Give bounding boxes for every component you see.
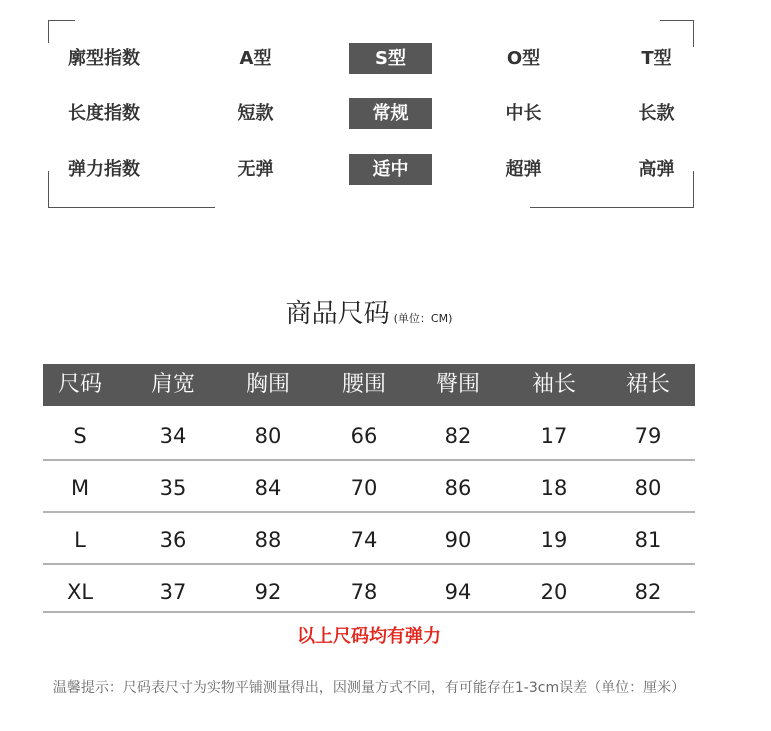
measurement-tip: 温馨提示：尺码表尺寸为实物平铺测量得出，因测量方式不同，有可能存在1-3cm误差（单位：厘米） [52, 680, 686, 696]
cell-size: S [73, 424, 87, 448]
table-row [43, 513, 695, 565]
cell-waist: 78 [350, 580, 378, 604]
cell-size: M [70, 476, 90, 500]
attribute-option: 高弹 [638, 159, 675, 180]
attribute-option: 超弹 [505, 159, 542, 180]
attribute-option: 中长 [505, 103, 542, 124]
cell-sleeve-length: 19 [540, 528, 568, 552]
attribute-option: T型 [641, 48, 672, 69]
size-chart-title [43, 296, 695, 332]
cell-size: XL [66, 580, 94, 604]
cell-shoulder-width: 36 [159, 528, 187, 552]
attribute-option: O型 [506, 48, 541, 69]
size-chart-title-text: 商品尺码 [285, 299, 390, 329]
attribute-row-stretch [0, 154, 771, 185]
cell-waist: 74 [350, 528, 378, 552]
table-header-row [43, 364, 695, 406]
attribute-option: 常规 [349, 98, 432, 129]
cell-bust: 92 [254, 580, 282, 604]
attribute-option: 无弹 [237, 159, 274, 180]
table-row [43, 461, 695, 513]
cell-sleeve-length: 18 [540, 476, 568, 500]
attribute-label: 廓型指数 [68, 48, 140, 69]
size-chart-table [43, 364, 695, 614]
cell-waist: 70 [350, 476, 378, 500]
table-row [43, 565, 695, 613]
cell-skirt-length: 79 [634, 424, 662, 448]
attribute-option: A型 [239, 48, 272, 69]
attribute-option: 短款 [237, 103, 274, 124]
cell-shoulder-width: 37 [159, 580, 187, 604]
size-chart-unit: (单位：CM) [393, 312, 453, 325]
attribute-row-silhouette [0, 43, 771, 74]
header-cell-skirt-length: 裙长 [625, 372, 670, 397]
cell-hip: 86 [444, 476, 472, 500]
cell-hip: 90 [444, 528, 472, 552]
header-cell-hip: 臀围 [435, 372, 480, 397]
cell-sleeve-length: 17 [540, 424, 568, 448]
header-cell-shoulder-width: 肩宽 [150, 372, 195, 397]
attribute-option: S型 [349, 43, 432, 74]
cell-size: L [74, 528, 86, 552]
cell-hip: 82 [444, 424, 472, 448]
header-cell-size: 尺码 [57, 372, 102, 397]
cell-sleeve-length: 20 [540, 580, 568, 604]
cell-skirt-length: 80 [634, 476, 662, 500]
table-row [43, 406, 695, 461]
cell-bust: 80 [254, 424, 282, 448]
cell-skirt-length: 82 [634, 580, 662, 604]
header-cell-waist: 腰围 [341, 372, 386, 397]
attribute-row-length [0, 98, 771, 129]
cell-shoulder-width: 34 [159, 424, 187, 448]
corner-bracket-top-left [48, 20, 75, 43]
attribute-label: 弹力指数 [68, 159, 140, 180]
cell-waist: 66 [350, 424, 378, 448]
cell-hip: 94 [444, 580, 472, 604]
cell-shoulder-width: 35 [159, 476, 187, 500]
header-cell-sleeve-length: 袖长 [531, 372, 576, 397]
attribute-option: 长款 [638, 103, 675, 124]
cell-bust: 84 [254, 476, 282, 500]
attribute-panel [0, 0, 771, 215]
stretch-note: 以上尺码均有弹力 [297, 626, 441, 647]
cell-skirt-length: 81 [634, 528, 662, 552]
cell-bust: 88 [254, 528, 282, 552]
header-cell-bust: 胸围 [245, 372, 290, 397]
attribute-option: 适中 [349, 154, 432, 185]
attribute-label: 长度指数 [68, 103, 140, 124]
